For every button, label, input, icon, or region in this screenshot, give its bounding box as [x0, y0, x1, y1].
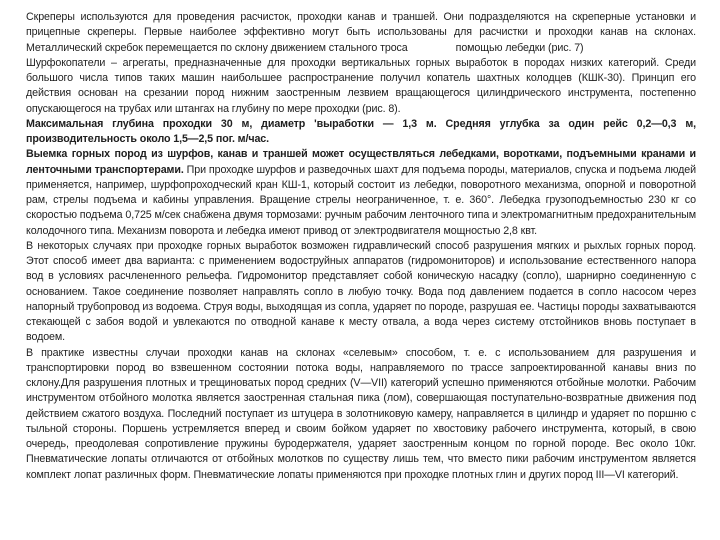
paragraph-hydraulic — [26, 239, 696, 346]
paragraph-scrapers-text: Скреперы используются для проведения расчисток, проходки канав и траншей. Они подразделяются на скреперные установки и прицепные скреперы. Первые наиболее эффективно могут быть использованы для расчистки и проходки канав на склонах. Металлический скребок перемещается по склону движением стального троса — [26, 11, 696, 54]
paragraph-shaft-diggers-specs — [26, 117, 696, 148]
paragraph-rock-removal-text: При проходке шурфов и разведочных шахт для подъема породы, материалов, спуска и подъема людей применяется, например, шурфопроходческий кран КШ-1, который состоит из лебедки, поворотного механизма, опорной и поворотной рам, стрелы подъема и кабины управления. Вращение стрелы неограниченное, т. е. 360°. Лебедка грузоподъемностью 230 кг со скоростью подъема 0,725 м/сек снабжена двумя тормозами: ручным рабочим ленточного типа и электромагнитным предохранительным колодочного типа. Механизм поворота и лебедка имеют привод от электродвигателя мощностью 2,8 квт. — [26, 163, 696, 237]
paragraph-rock-removal-lead: Выемка горных пород из шурфов, канав и траншей может осуществляться лебедками, воротками, подъемными кранами и ленточными транспортерами. — [26, 148, 696, 176]
paragraph-shaft-diggers-specs-text: Максимальная глубина проходки 30 м, диаметр 'выработки — 1,3 м. Средняя углубка за один рейс 0,2—0,3 м, производительность около 1,5—2,5 пог. м/час. — [26, 117, 696, 145]
paragraph-shaft-diggers-text: Шурфокопатели – агрегаты, предназначенные для проходки вертикальных горных выработок в породах низких категорий. Среди большого числа типов таких машин наибольшее распространение получил копатель шахтных колодцев (КШК-30). Принцип его действия основан на срезании пород нижним заостренным лезвием вращающегося цилиндрического инструмента, постепенно опускающегося на трубах или штангах на глубину по мере проходки (рис. 8). — [26, 56, 696, 115]
paragraph-scrapers — [26, 10, 696, 56]
paragraph-rock-removal — [26, 147, 696, 239]
paragraph-hydraulic-text: В некоторых случаях при проходке горных выработок возможен гидравлический способ разрушения мягких и рыхлых горных пород. Этот способ имеет два варианта: с применением водоструйных аппаратов (гидромониторов) и использование естественного напора вод в условиях расчлененного рельефа. Гидромонитор представляет собой коническую насадку (сопло), шарнирно соединенную с основанием. Такое соединение позволяет направлять сопло в любую точку. Вода под давлением подается в сопло насосом через напорный трубопровод из водоема. Струя воды, выходящая из сопла, ударяет по породе, разрушая ее. Частицы породы захватываются стекающей с забоя водой и увлекаются по отводной канаве к месту отвала, а вода через систему отстойников вновь поступает в водоем. — [26, 239, 696, 344]
paragraph-shaft-diggers — [26, 56, 696, 117]
paragraph-scrapers-tail: помощью лебедки (рис. 7) — [455, 41, 584, 54]
paragraph-jackhammers — [26, 346, 696, 483]
document-body — [26, 10, 696, 483]
paragraph-jackhammers-text: В практике известны случаи проходки канав на склонах «селевым» способом, т. е. с использованием для разрушения и транспортировки пород во взвешенном состоянии потока воды, направляемого по трассе запроектированной канавы вниз по склону.Для разрушения плотных и трещиноватых пород средних (V—VII) категорий успешно применяются отбойные молотки. Рабочим инструментом отбойного молотка является заостренная стальная пика (лом), совершающая поступательно-возвратные движения под действием сжатого воздуха. Последний поступает из штуцера в золотниковую камеру, направляется в цилиндр и ударяет по поршню с тыльной стороны. Поршень устремляется вперед и своим бойком ударяет по хвостовику рабочего инструмента, который, в свою очередь, преодолевая сопротивление пружины буродержателя, ударяет заостренным концом по горной породе. Вес около 10кг. Пневматические лопаты отличаются от отбойных молотков по существу лишь тем, что вместо пики рабочим инструментом является комплект лопат различных форм. Пневматические лопаты применяются при проходке плотных глин и других пород III—VI категорий. — [26, 346, 696, 481]
